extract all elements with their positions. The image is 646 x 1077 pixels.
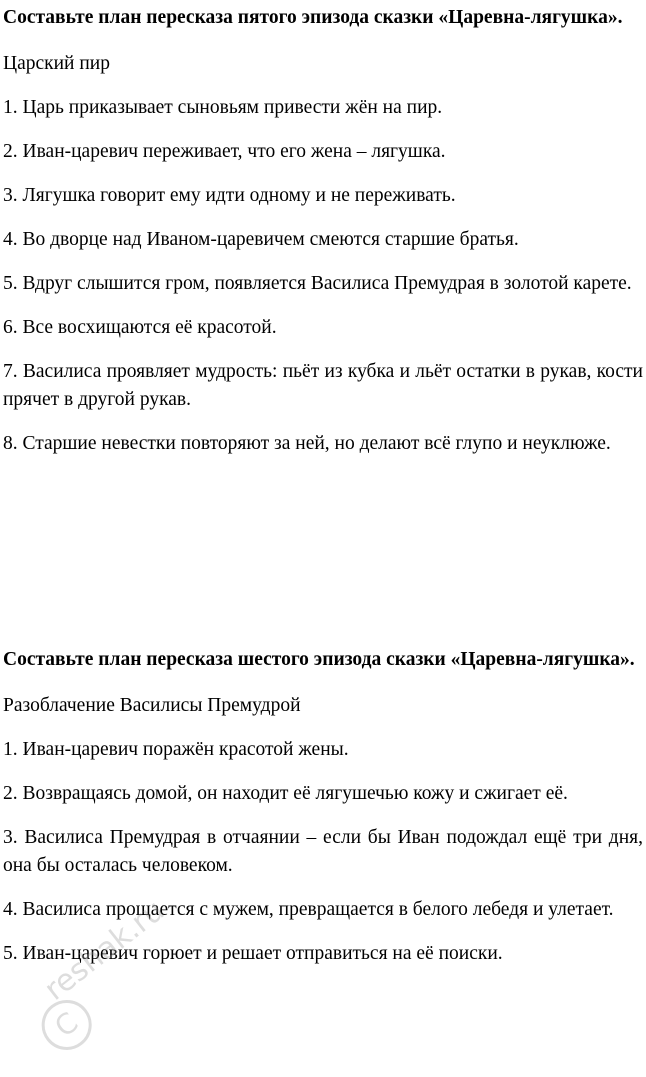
plan-item: 8. Старшие невестки повторяют за ней, но делают всё глупо и неуклюже. (3, 433, 611, 454)
plan-item: 6. Все восхищаются её красотой. (3, 317, 277, 338)
section-heading: Составьте план пересказа шестого эпизода сказки «Царевна-лягушка». (3, 649, 635, 670)
watermark-text: reshak.ru (37, 893, 171, 1008)
section-heading: Составьте план пересказа пятого эпизода сказки «Царевна-лягушка». (3, 7, 623, 28)
plan-item: 1. Иван-царевич поражён красотой жены. (3, 739, 349, 760)
plan-item: 1. Царь приказывает сыновьям привести жён на пир. (3, 97, 443, 118)
plan-item: 4. Василиса прощается с мужем, превращается в белого лебедя и улетает. (3, 899, 614, 920)
plan-item: 2. Возвращаясь домой, он находит её лягушечью кожу и сжигает её. (3, 783, 568, 804)
plan-item: 2. Иван-царевич переживает, что его жена – лягушка. (3, 141, 446, 162)
plan-item: 3. Лягушка говорит ему идти одному и не переживать. (3, 185, 456, 206)
episode-five-plan (3, 3, 643, 458)
plan-title: Разоблачение Василисы Премудрой (3, 695, 301, 716)
plan-item: 3. Василиса Премудрая в отчаянии – если бы Иван подождал ещё три дня, она бы осталась человеком. (3, 827, 643, 876)
plan-item: 7. Василиса проявляет мудрость: пьёт из кубка и льёт остатки в рукав, кости прячет в другой рукав. (3, 361, 643, 410)
plan-title: Царский пир (3, 53, 110, 74)
plan-item: 5. Иван-царевич горюет и решает отправиться на её поиски. (3, 943, 503, 964)
copyright-icon: C (32, 990, 102, 1060)
plan-item: 4. Во дворце над Иваном-царевичем смеются старшие братья. (3, 229, 519, 250)
plan-item: 5. Вдруг слышится гром, появляется Василиса Премудрая в золотой карете. (3, 273, 632, 294)
episode-six-plan (3, 645, 643, 968)
